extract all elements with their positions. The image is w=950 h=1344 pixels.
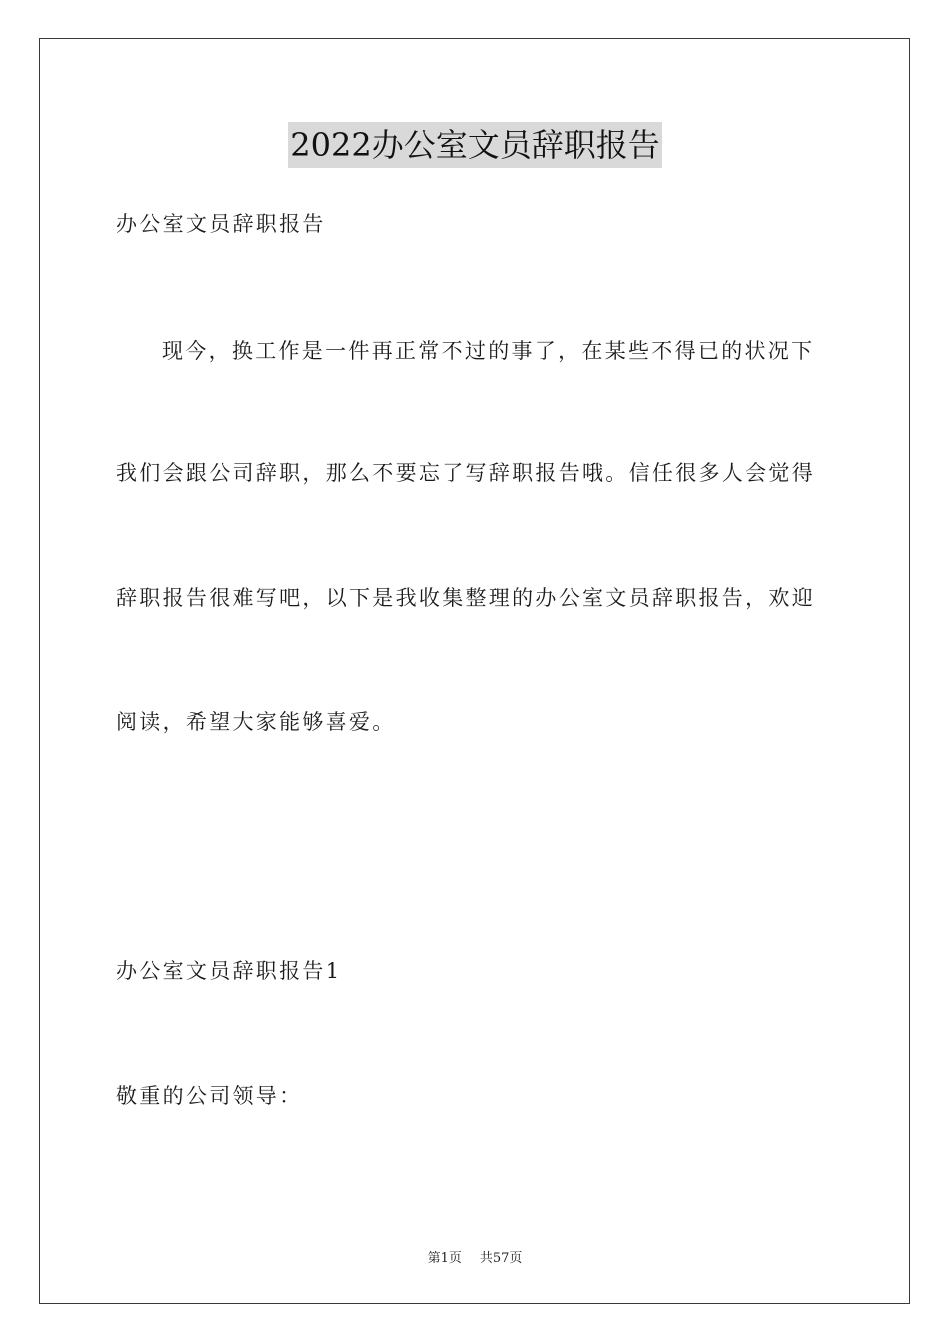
page-number: 第1页	[427, 1251, 462, 1266]
document-subtitle: 办公室文员辞职报告	[116, 212, 326, 236]
salutation: 敬重的公司领导：	[116, 1084, 303, 1108]
page-total: 共57页	[479, 1251, 523, 1266]
title-container	[0, 122, 950, 168]
page-footer	[0, 1247, 950, 1266]
document-title: 2022办公室文员辞职报告	[288, 122, 661, 168]
intro-line-2: 我们会跟公司辞职，那么不要忘了写辞职报告哦。信任很多人会觉得	[116, 461, 815, 485]
intro-line-4: 阅读，希望大家能够喜爱。	[116, 710, 396, 734]
intro-line-3: 辞职报告很难写吧，以下是我收集整理的办公室文员辞职报告，欢迎	[116, 586, 815, 610]
section-heading: 办公室文员辞职报告1	[116, 959, 342, 983]
intro-line-1: 现今，换工作是一件再正常不过的事了，在某些不得已的状况下	[162, 339, 815, 363]
